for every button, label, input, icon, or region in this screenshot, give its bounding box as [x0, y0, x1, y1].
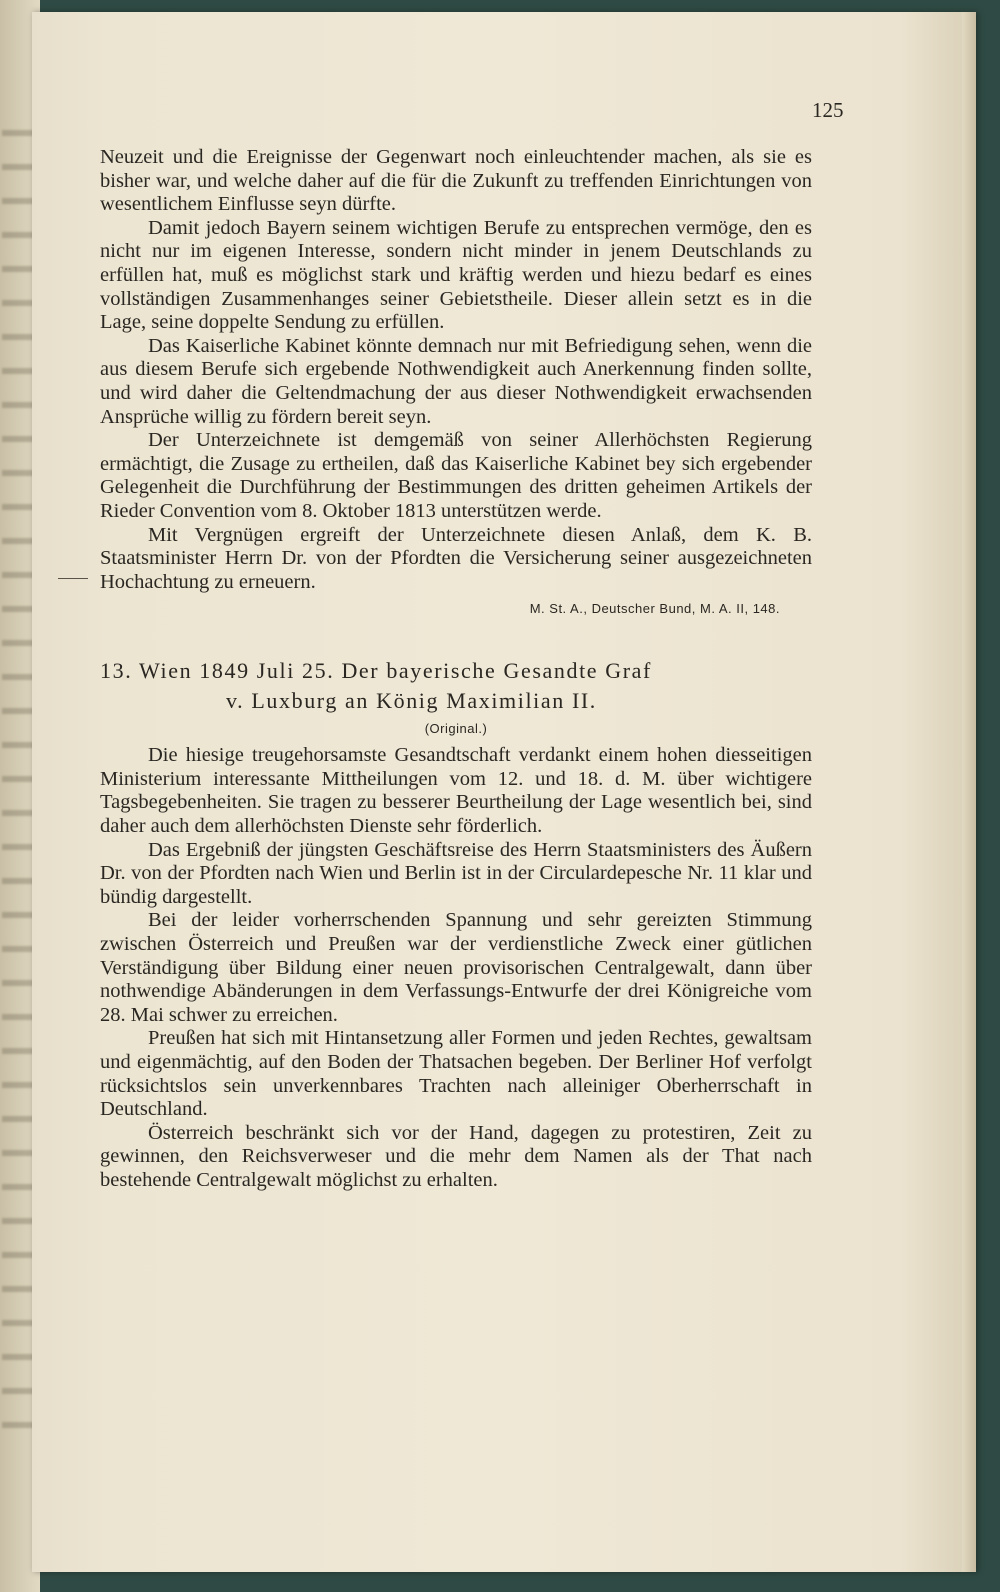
page-number: 125	[812, 98, 844, 122]
paragraph-3: Das Kaiserliche Kabinet könnte demnach nur mit Befriedigung sehen, wenn die aus diesem Berufe sich ergebende Nothwendigkeit auch Anerkennung finden sollte, und wird daher die Geltendmachung der aus dieser Nothwendigkeit erwachsenden Ansprüche willig zu fördern bereit seyn.	[100, 334, 812, 428]
text-block	[100, 146, 812, 1193]
document-heading	[100, 656, 812, 716]
paragraph-8: Bei der leider vorherrschenden Spannung und sehr gereizten Stimmung zwischen Österreich und Preußen war der verdienstliche Zweck einer gütlichen Verständigung über Bildung einer neuen provisorischen Centralgewalt, dann über nothwendige Abänderungen in dem Verfassungs-Entwurfe der drei Königreiche vom 28. Mai schwer zu erreichen.	[100, 909, 812, 1026]
paragraph-6: Die hiesige treugehorsamste Gesandtschaft verdankt einem hohen diesseitigen Ministerium interessante Mittheilungen vom 12. und 18. d. M. über wichtigere Tagsbegebenheiten. Sie tragen zu besserer Beurtheilung der Lage wesentlich bei, sind daher auch dem allerhöchsten Dienste sehr förderlich.	[100, 744, 812, 838]
paragraph-1: Neuzeit und die Ereignisse der Gegenwart noch einleuchtender machen, als sie es bisher war, und welche daher auf die für die Zukunft zu treffenden Einrichtungen von wesentlichem Einflusse seyn dürfte.	[100, 146, 812, 216]
paragraph-5: Mit Vergnügen ergreift der Unterzeichnete diesen Anlaß, dem K. B. Staatsminister Herrn Dr. von der Pfordten die Versicherung seiner ausgezeichneten Hochachtung zu erneuern.	[100, 523, 812, 593]
paragraph-9: Preußen hat sich mit Hintansetzung aller Formen und jeden Rechtes, gewaltsam und eigenmächtig, auf den Boden der Thatsachen begeben. Der Berliner Hof verfolgt rücksichtslos sein unverkennbares Trachten nach alleiniger Oberherrschaft in Deutschland.	[100, 1027, 812, 1121]
document-heading-line2: v. Luxburg an König Maximilian II.	[226, 688, 597, 714]
document-heading-line1: 13. Wien 1849 Juli 25. Der bayerische Gesandte Graf	[100, 658, 652, 684]
book-page	[32, 12, 976, 1572]
margin-pencil-mark	[58, 578, 88, 579]
archive-source-note: M. St. A., Deutscher Bund, M. A. II, 148.	[529, 601, 780, 617]
page-edge-shadow	[962, 12, 976, 1572]
paragraph-4: Der Unterzeichnete ist demgemäß von seiner Allerhöchsten Regierung ermächtigt, die Zusage zu ertheilen, daß das Kaiserliche Kabinet bey sich ergebender Gelegenheit die Durchführung der Bestimmungen des dritten geheimen Artikels der Rieder Convention vom 8. Oktober 1813 unterstützen werde.	[100, 429, 812, 522]
paragraph-2: Damit jedoch Bayern seinem wichtigen Berufe zu entsprechen vermöge, den es nicht nur im eigenen Interesse, sondern nicht minder in jenem Deutschlands zu erfüllen hat, muß es möglichst stark und kräftig werden und hiezu bedarf es eines vollständigen Zusammenhanges seiner Gebietstheile. Dieser allein setzt es in die Lage, seine doppelte Sendung zu erfüllen.	[100, 216, 812, 334]
paragraph-7: Das Ergebniß der jüngsten Geschäftsreise des Herrn Staatsministers des Äußern Dr. von der Pfordten nach Wien und Berlin ist in der Circulardepesche Nr. 11 klar und bündig dargestellt.	[100, 838, 812, 908]
document-type-note: (Original.)	[424, 721, 488, 737]
paragraph-10: Österreich beschränkt sich vor der Hand, dagegen zu protestiren, Zeit zu gewinnen, den Reichsverweser und die mehr dem Namen als der That nach bestehende Centralgewalt möglichst zu erhalten.	[100, 1121, 812, 1191]
facing-page-bleed-through	[2, 130, 36, 1430]
